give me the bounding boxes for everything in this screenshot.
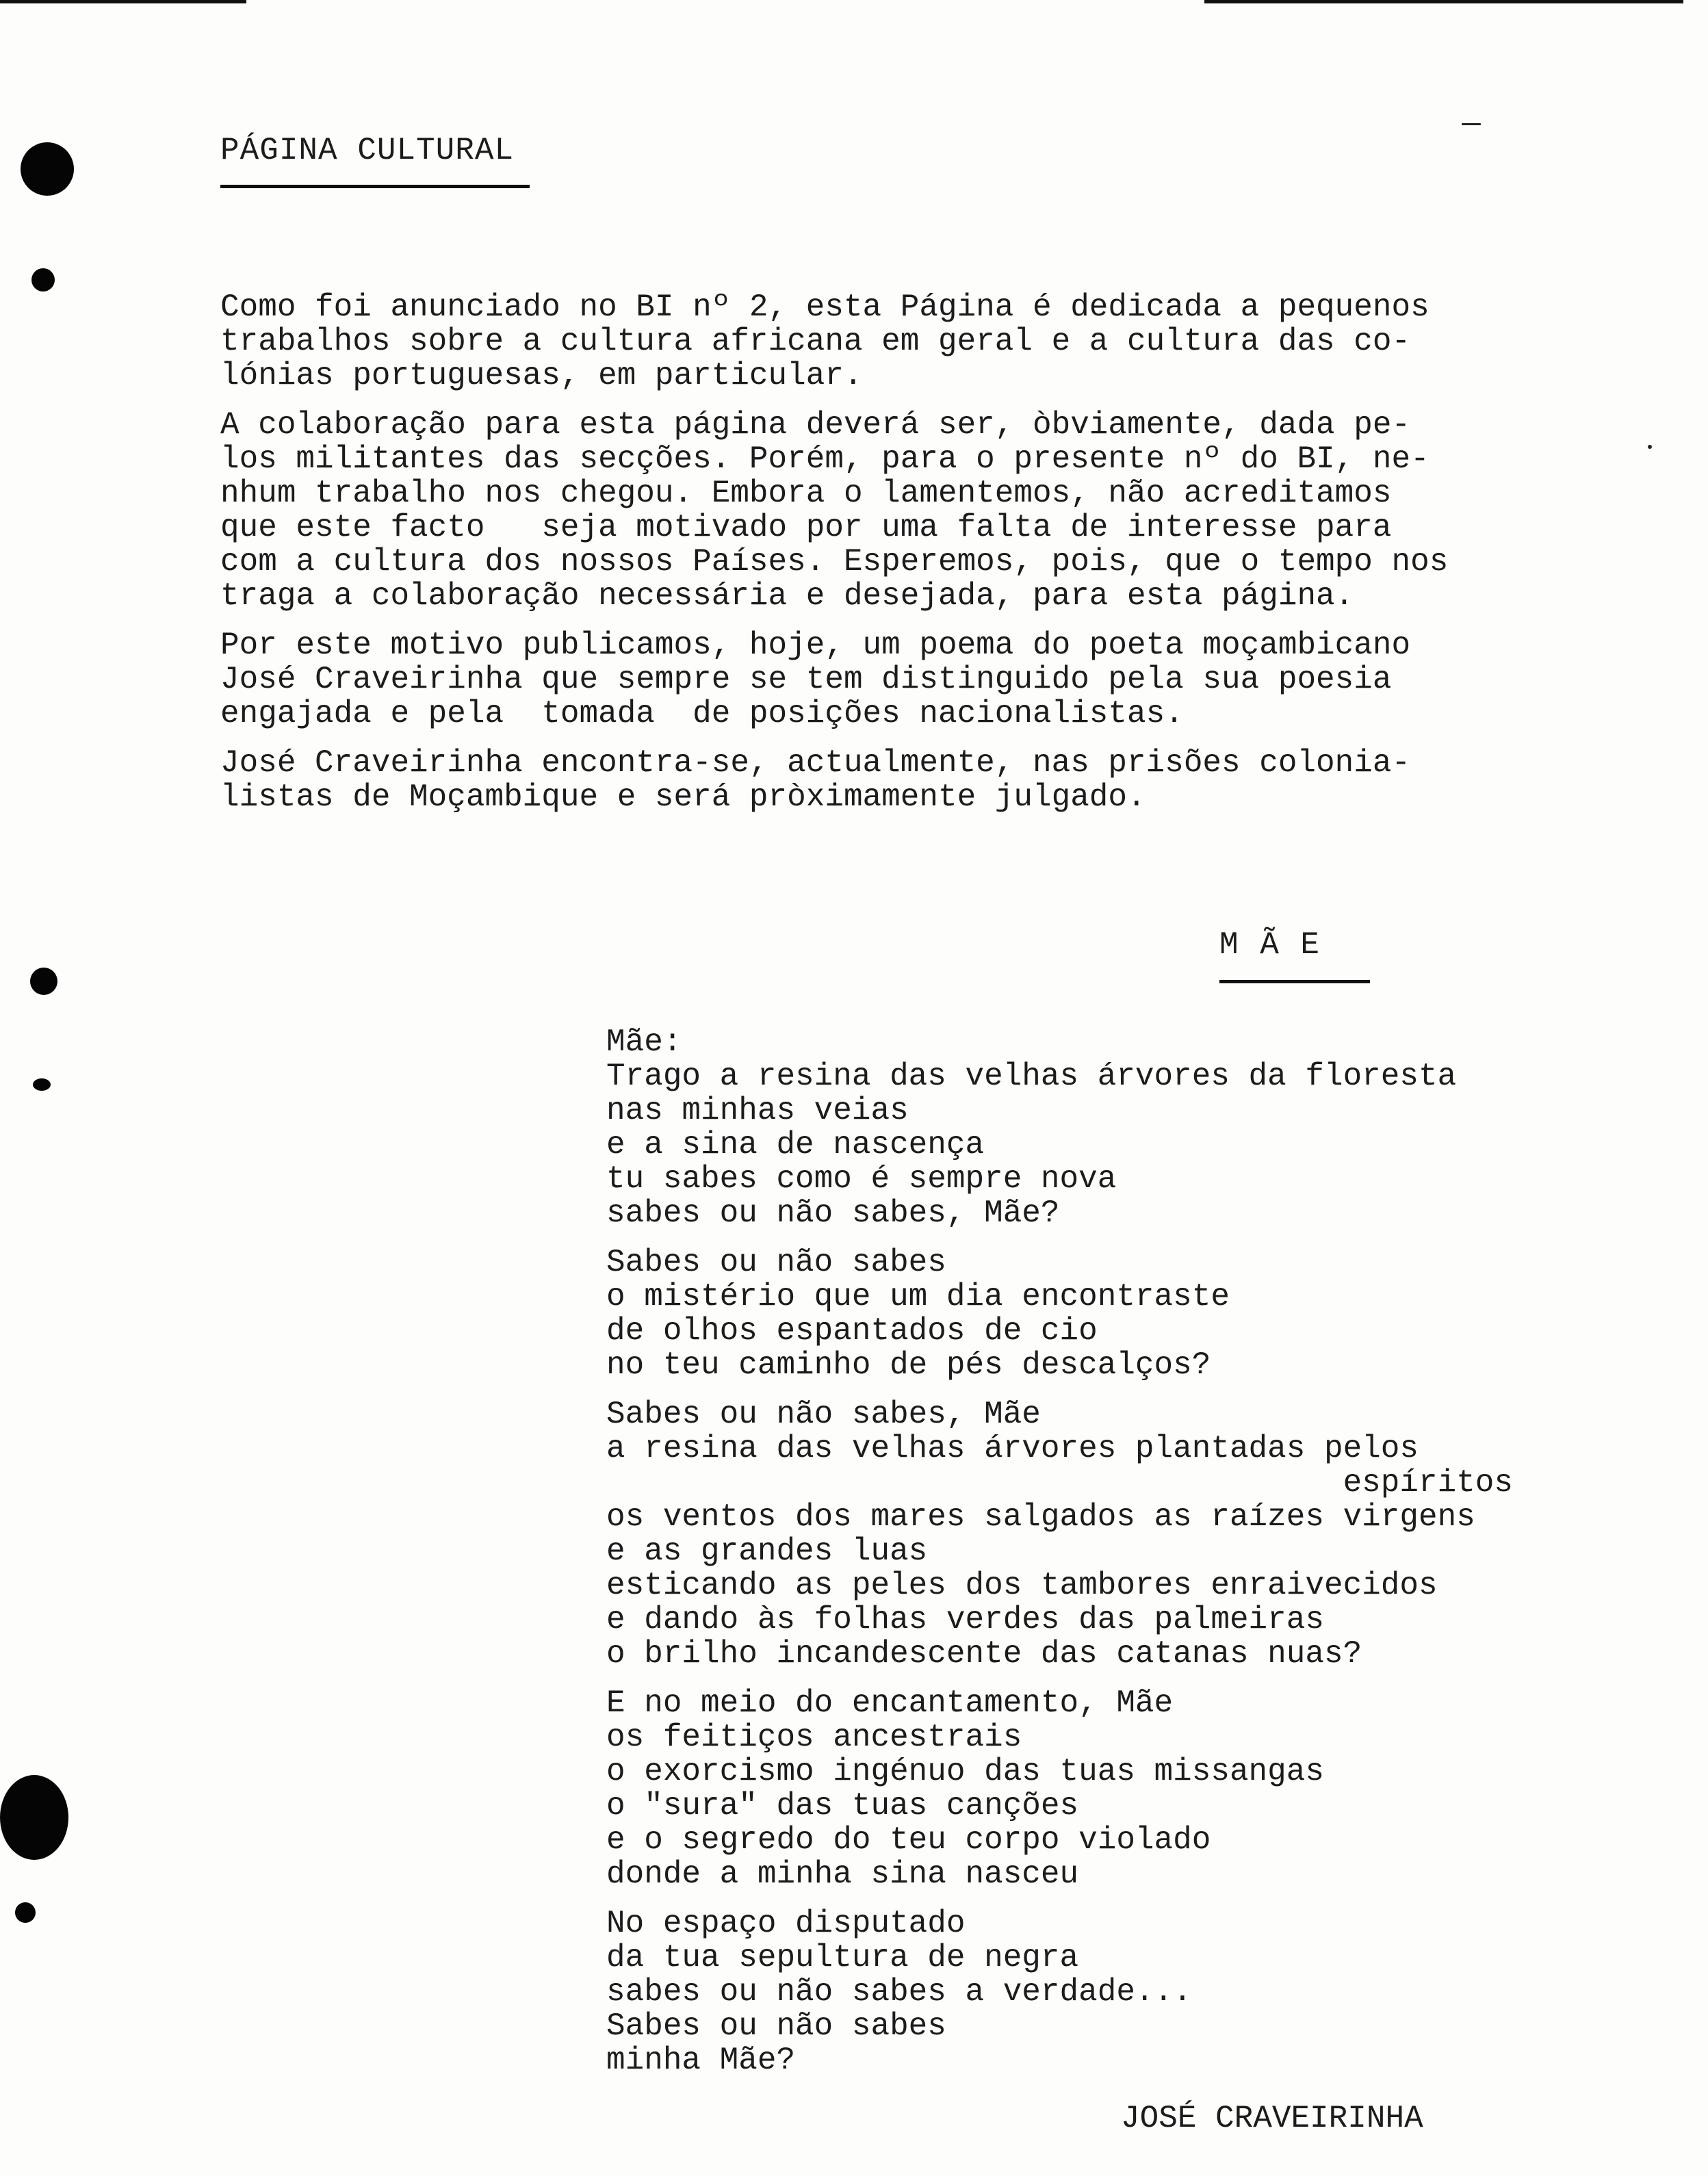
punch-hole [0, 1775, 68, 1860]
poem-body [606, 1025, 1592, 2093]
poem-line: a resina das velhas árvores plantadas pelos [606, 1431, 1419, 1466]
punch-hole-small [33, 1078, 51, 1091]
poem-line: sabes ou não sabes a verdade... [606, 1974, 1192, 2010]
poem-line: os feitiços ancestrais [606, 1720, 1022, 1755]
poem-line: nas minhas veias [606, 1093, 909, 1128]
poem-line: e a sina de nascença [606, 1127, 985, 1163]
poem-line: E no meio do encantamento, Mãe [606, 1685, 1174, 1721]
poem-line: o exorcismo ingénuo das tuas missangas [606, 1754, 1324, 1789]
punch-hole-small [31, 268, 55, 292]
poem-title: M Ã E [1219, 927, 1321, 963]
intro-paragraph: Como foi anunciado no BI nº 2, esta Página é dedicada a pequenos trabalhos sobre a cultura africana em geral e a cultura das co- lónias portuguesas, em particular. [220, 289, 1429, 393]
intro-text [220, 290, 1589, 829]
poem-line: de olhos espantados de cio [606, 1313, 1098, 1349]
punch-hole-small [30, 968, 57, 995]
top-edge-line-right [1204, 0, 1683, 3]
poem-line: Mãe: [606, 1024, 682, 1060]
poem-line: Sabes ou não sabes [606, 2008, 946, 2044]
poem-line: da tua sepultura de negra [606, 1940, 1079, 1976]
speck [1648, 445, 1652, 449]
poem-line: o "sura" das tuas canções [606, 1788, 1079, 1824]
poem-line: Sabes ou não sabes [606, 1245, 946, 1280]
poem-line: esticando as peles dos tambores enraivecidos [606, 1568, 1438, 1603]
poem-line: o mistério que um dia encontraste [606, 1279, 1230, 1314]
intro-paragraph: A colaboração para esta página deverá ser, òbviamente, dada pe- los militantes das secções. Porém, para o presente nº do BI, ne- nhum trabalho nos chegou. Embora o lamentemos, não acreditamos que este facto seja motivado por uma falta de interesse para com a cultura dos nossos Países. Esperemos, pois, que o tempo nos traga a colaboração necessária e desejada, para esta página. [220, 407, 1449, 614]
poem-line: espíritos [606, 1465, 1514, 1501]
poem-stanza [606, 1686, 1592, 1891]
poem-stanza [606, 1397, 1592, 1671]
poem-stanza [606, 1906, 1592, 2077]
title-underline [220, 185, 530, 188]
page-title: PÁGINA CULTURAL [220, 133, 515, 168]
poem-line: os ventos dos mares salgados as raízes virgens [606, 1499, 1475, 1535]
poem-line: donde a minha sina nasceu [606, 1856, 1079, 1892]
top-edge-line [0, 0, 246, 3]
intro-paragraph: Por este motivo publicamos, hoje, um poema do poeta moçambicano José Craveirinha que sempre se tem distinguido pela sua poesia engajada e pela tomada de posições nacionalistas. [220, 627, 1411, 731]
speck [1462, 123, 1481, 125]
poem-line: e as grandes luas [606, 1533, 928, 1569]
poem-title-underline [1219, 980, 1370, 983]
punch-hole [21, 142, 74, 196]
poem-line: Sabes ou não sabes, Mãe [606, 1397, 1041, 1432]
poem-line: Trago a resina das velhas árvores da floresta [606, 1059, 1457, 1094]
poem-line: e o segredo do teu corpo violado [606, 1822, 1211, 1858]
poem-line: minha Mãe? [606, 2043, 796, 2078]
poem-line: No espaço disputado [606, 1906, 966, 1941]
poem-stanza [606, 1025, 1592, 1230]
poem-line: no teu caminho de pés descalços? [606, 1347, 1211, 1383]
intro-paragraph: José Craveirinha encontra-se, actualmente, nas prisões colonia- listas de Moçambique e será pròximamente julgado. [220, 745, 1411, 815]
poem-stanza [606, 1245, 1592, 1382]
poem-line: tu sabes como é sempre nova [606, 1161, 1117, 1197]
punch-hole-small [15, 1902, 36, 1923]
poem-line: o brilho incandescente das catanas nuas? [606, 1636, 1362, 1672]
poem-line: sabes ou não sabes, Mãe? [606, 1195, 1060, 1231]
poem-line: e dando às folhas verdes das palmeiras [606, 1602, 1324, 1637]
poem-author: JOSÉ CRAVEIRINHA [1121, 2101, 1423, 2136]
